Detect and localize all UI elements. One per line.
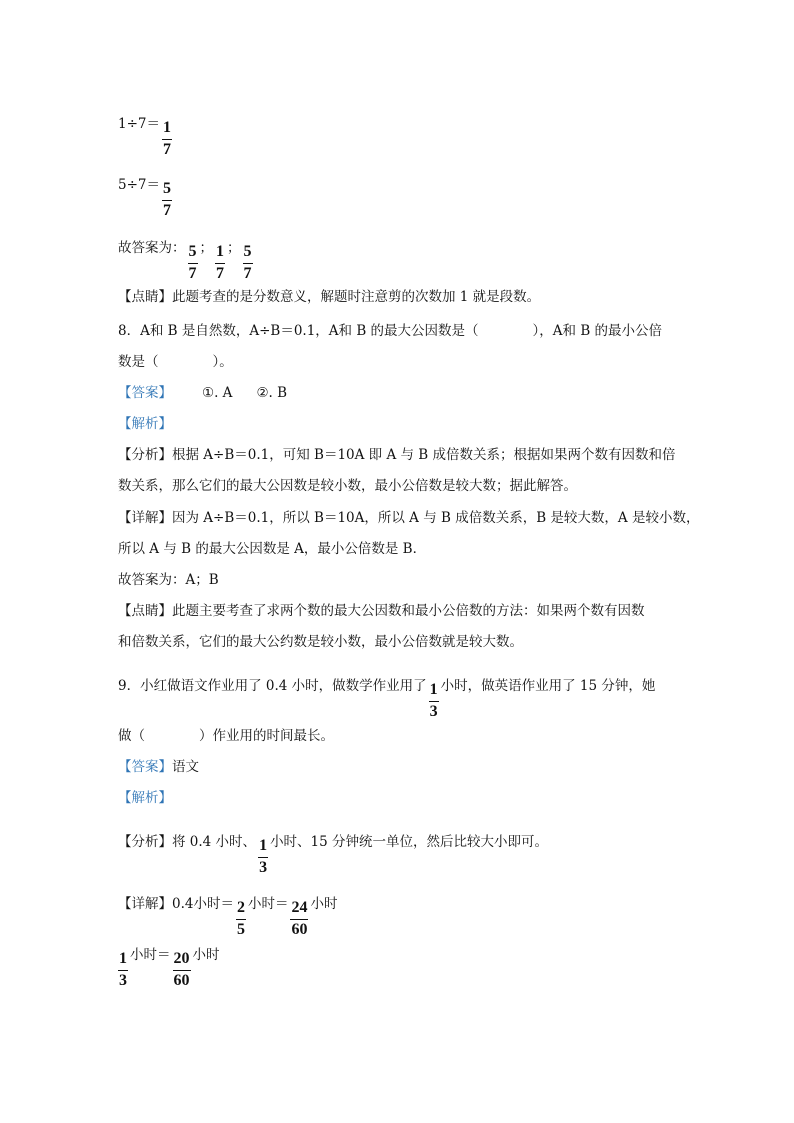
fraction: $\frac{1}{7}$ — [216, 243, 224, 282]
remark-tag: 【点睛】 — [118, 289, 172, 305]
fenxi-tag: 【分析】 — [118, 447, 172, 463]
answer-prefix: 故答案为： — [118, 240, 186, 256]
question-8-line-1: 8．A和 B 是自然数，A÷B＝0.1，A和 B 的最大公因数是（ ），A和 B 的最小公倍 — [118, 323, 663, 339]
calc-line-1 — [118, 114, 174, 159]
detail-q9-2 — [118, 945, 220, 990]
detail-text: 小时 — [192, 947, 220, 963]
fraction: $\frac{2}{5}$ — [236, 899, 245, 938]
answer-tag: 【答案】 — [118, 759, 172, 775]
fraction: $\frac{24}{60}$ — [291, 899, 308, 938]
answer-q8 — [118, 383, 287, 403]
expression: 5÷7＝ — [118, 177, 160, 193]
fraction: $\frac{5}{7}$ — [163, 180, 171, 219]
calc-line-2 — [118, 175, 174, 220]
separator: ； — [199, 240, 213, 256]
answer-2: ②. B — [256, 385, 288, 401]
remark-text: 此题考查的是分数意义，解题时注意剪的次数加 1 就是段数。 — [172, 289, 541, 305]
detail-tag: 【详解】 — [118, 896, 172, 912]
question-8-line-2: 数是（ ）。 — [118, 354, 233, 370]
question-9-line-1 — [118, 676, 655, 721]
analysis-tag-q8: 【解析】 — [118, 416, 172, 432]
question-9-line-2: 做（ ）作业用的时间最长。 — [118, 728, 334, 744]
remark-q7 — [118, 287, 540, 307]
detail-tag: 【详解】 — [118, 510, 172, 526]
fenxi-text: 小时、15 分钟统一单位，然后比较大小即可。 — [270, 834, 549, 850]
detail-text: 小时＝ — [130, 947, 171, 963]
expression: 1÷7＝ — [118, 116, 160, 132]
fraction: $\frac{20}{60}$ — [173, 950, 190, 989]
detail-text: 因为 A÷B＝0.1，所以 B＝10A，所以 A 与 B 成倍数关系，B 是较大数，A 是较小数， — [172, 510, 700, 526]
separator: ； — [227, 240, 241, 256]
answer-1: ①. A — [202, 385, 233, 401]
fraction: $\frac{1}{3}$ — [429, 681, 438, 720]
answer-tag: 【答案】 — [118, 385, 172, 401]
remark-text: 此题主要考查了求两个数的最大公因数和最小公倍数的方法：如果两个数有因数 — [172, 603, 645, 619]
fenxi-q8-2: 数关系，那么它们的最大公因数是较小数，最小公倍数是较大数；据此解答。 — [118, 478, 577, 494]
remark-tag: 【点睛】 — [118, 603, 172, 619]
question-text: 小时，做英语作业用了 15 分钟，她 — [440, 678, 656, 694]
answer-line-q7 — [118, 238, 255, 283]
detail-text: 小时 — [310, 896, 338, 912]
remark-q8-2: 和倍数关系，它们的最大公约数是较小数，最小公倍数就是较大数。 — [118, 634, 523, 650]
detail-text: 小时＝ — [247, 896, 289, 912]
fenxi-q9 — [118, 832, 548, 877]
question-text: 9．小红做语文作业用了 0.4 小时，做数学作业用了 — [118, 678, 427, 694]
fraction: $\frac{5}{7}$ — [188, 243, 197, 282]
remark-q8-1 — [118, 601, 645, 621]
fenxi-tag: 【分析】 — [118, 834, 172, 850]
final-answer-q8: 故答案为：A；B — [118, 572, 219, 588]
fraction: $\frac{1}{3}$ — [259, 837, 268, 876]
fraction: $\frac{5}{7}$ — [243, 243, 252, 282]
fraction: $\frac{1}{7}$ — [163, 119, 171, 158]
answer-q9 — [118, 757, 199, 777]
detail-q9 — [118, 894, 337, 939]
fenxi-q8-1 — [118, 445, 676, 465]
detail-text: 0.4小时＝ — [172, 896, 234, 912]
detail-q8-2: 所以 A 与 B 的最大公因数是 A，最小公倍数是 B． — [118, 541, 427, 557]
detail-q8-1 — [118, 508, 699, 528]
answer-text: 语文 — [172, 759, 199, 775]
fenxi-text: 根据 A÷B＝0.1，可知 B＝10A 即 A 与 B 成倍数关系；根据如果两个数有因数和倍 — [172, 447, 676, 463]
analysis-tag-q9: 【解析】 — [118, 790, 172, 806]
fenxi-text: 将 0.4 小时、 — [172, 834, 257, 850]
fraction: $\frac{1}{3}$ — [119, 950, 127, 989]
